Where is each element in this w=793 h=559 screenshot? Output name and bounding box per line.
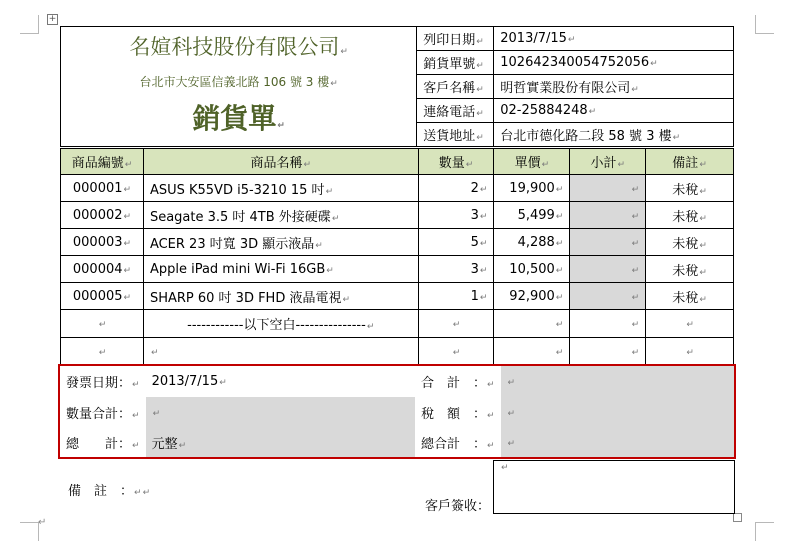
cell-text: 合 計 ： [420, 376, 486, 391]
cell-text: SHARP 60 吋 3D FHD 液晶電視 [149, 290, 342, 306]
paragraph-mark-icon: ↵ [555, 184, 564, 195]
cell-text: 4,288 [517, 234, 555, 250]
cell-text: 000005 [72, 288, 123, 304]
item-subtotal [570, 256, 646, 283]
paragraph-mark-icon: ↵ [315, 240, 323, 251]
cell-text: 送貨地址 [423, 129, 476, 144]
cell-text: Seagate 3.5 吋 4TB 外接硬碟 [149, 209, 331, 225]
page-corner-tr [755, 15, 774, 34]
column-header [570, 149, 646, 175]
paragraph-mark-icon: ↵ [631, 348, 640, 358]
paragraph-mark-icon: ↵ [476, 109, 484, 119]
item-qty [418, 175, 494, 202]
item-name [143, 283, 418, 310]
cell-text: 備 註 ： [68, 484, 134, 499]
cell-text: 未稅 [672, 236, 699, 252]
item-price [494, 202, 570, 229]
cell-text: 客戶名稱 [423, 81, 476, 96]
info-label [417, 99, 494, 123]
table-row [61, 310, 734, 338]
cell-text: ACER 23 吋寬 3D 顯示液晶 [149, 236, 315, 252]
cell-text: 3 [470, 207, 479, 223]
item-qty [418, 256, 494, 283]
table-row [61, 283, 734, 310]
page-corner-bl [20, 522, 39, 541]
paragraph-mark-icon: ↵ [123, 265, 132, 276]
table-row [61, 256, 734, 283]
paragraph-mark-icon: ↵ [699, 294, 707, 305]
item-price [494, 229, 570, 256]
cell-text: 小計 [590, 156, 617, 171]
item-code [61, 229, 144, 256]
item-qty [418, 202, 494, 229]
cell-text: 商品名稱 [250, 156, 303, 171]
paragraph-mark-icon: ↵ [303, 160, 312, 170]
paragraph-mark-icon: ↵ [124, 160, 133, 170]
cell-text: 2013/7/15 [151, 374, 219, 389]
table-row [61, 175, 734, 202]
paragraph-mark-icon: ↵ [123, 184, 132, 195]
paragraph-mark-icon: ↵ [132, 410, 140, 421]
paragraph-mark-icon: ↵ [507, 438, 516, 449]
cell-text: 02-25884248 [500, 103, 588, 118]
paragraph-mark-icon: ↵ [326, 265, 334, 276]
paragraph-mark-icon: ↵ [150, 348, 159, 358]
item-qty [418, 229, 494, 256]
company-address [67, 72, 410, 94]
cell-text: 數量 [438, 156, 465, 171]
paragraph-mark-icon: ↵ [541, 160, 550, 170]
paragraph-mark-icon: ↵ [277, 121, 285, 131]
summary-table [60, 366, 734, 457]
cell-text: 102642340054752056 [500, 55, 650, 70]
cell-text: 000003 [72, 234, 123, 250]
item-price [494, 256, 570, 283]
total-label [60, 427, 146, 457]
cell-text: 3 [470, 261, 479, 277]
remark-label [68, 480, 150, 499]
cell-text: 10,500 [509, 261, 555, 277]
signature-label [425, 495, 490, 514]
item-price [494, 175, 570, 202]
paragraph-mark-icon: ↵ [631, 184, 640, 195]
paragraph-mark-icon: ↵ [98, 348, 107, 358]
phone-value [494, 99, 734, 123]
paragraph-mark-icon: ↵ [555, 320, 564, 330]
paragraph-mark-icon: ↵ [631, 292, 640, 303]
paragraph-mark-icon: ↵ [219, 378, 227, 388]
page-corner-tl [20, 15, 39, 34]
paragraph-mark-icon: ↵ [631, 238, 640, 249]
column-header [418, 149, 494, 175]
cell-text: 名媗科技股份有限公司 [129, 35, 340, 59]
cell-text: 未稅 [672, 182, 699, 198]
paragraph-mark-icon: ↵ [507, 408, 516, 419]
company-name [67, 33, 410, 66]
cell-text: 商品編號 [71, 156, 124, 171]
signature-box[interactable] [493, 460, 735, 514]
item-name [143, 229, 418, 256]
cell-text: 列印日期 [423, 33, 476, 48]
qty-total-label [60, 397, 146, 427]
cell-text: 000001 [72, 180, 123, 196]
paragraph-mark-icon: ↵ [631, 320, 640, 330]
qty-total-value [146, 397, 415, 427]
cell-text: 未稅 [672, 290, 699, 306]
column-header [494, 149, 570, 175]
column-header [646, 149, 734, 175]
cell-text: ASUS K55VD i5-3210 15 吋 [149, 182, 325, 198]
paragraph-mark-icon: ↵ [631, 211, 640, 222]
cell-text: 元整 [151, 436, 178, 452]
info-label [417, 27, 494, 51]
item-subtotal [570, 283, 646, 310]
cell-text: 5,499 [517, 207, 555, 223]
invoice-date-value [146, 366, 415, 397]
header-table [60, 26, 734, 147]
cell-text: 19,900 [509, 180, 555, 196]
address-value [494, 123, 734, 147]
item-code [61, 202, 144, 229]
cell-text: 連絡電話 [423, 105, 476, 120]
paragraph-mark-icon: ↵ [132, 380, 140, 390]
paragraph-mark-icon: ↵ [555, 292, 564, 303]
paragraph-mark-icon: ↵ [507, 378, 516, 388]
column-header [61, 149, 144, 175]
sum-value [501, 366, 734, 397]
paragraph-mark-icon: ↵ [631, 85, 639, 95]
cell-text: 客戶簽收： [425, 499, 491, 514]
paragraph-mark-icon: ↵ [452, 320, 461, 330]
paragraph-mark-icon: ↵ [672, 133, 681, 143]
cell-text: 銷貨單號 [423, 57, 476, 72]
cell-text: Apple iPad mini Wi-Fi 16GB [149, 261, 326, 277]
info-label [417, 123, 494, 147]
paragraph-mark-icon: ↵ [479, 292, 488, 303]
item-price [494, 283, 570, 310]
table-move-handle-icon[interactable]: + [48, 14, 57, 24]
item-subtotal [570, 229, 646, 256]
cell-text: 數量合計： [66, 406, 132, 422]
paragraph-mark-icon: ↵ [178, 440, 187, 451]
paragraph-mark-icon: ↵ [479, 265, 488, 276]
item-code [61, 283, 144, 310]
paragraph-mark-icon: ↵ [152, 408, 161, 419]
paragraph-mark-icon: ↵ [699, 267, 707, 278]
item-note [646, 229, 734, 256]
paragraph-mark-icon: ↵ [331, 213, 340, 224]
paragraph-mark-icon: ↵ [555, 238, 564, 249]
cell-text: 1 [470, 288, 479, 304]
cell-text: 稅 額 ： [420, 406, 486, 422]
paragraph-mark-icon: ↵ [699, 186, 707, 197]
paragraph-mark-icon: ↵ [38, 517, 47, 528]
table-row [61, 229, 734, 256]
item-code [61, 256, 144, 283]
cell-text: 單價 [514, 156, 541, 171]
tax-label [415, 397, 501, 427]
paragraph-mark-icon: ↵ [479, 238, 488, 249]
item-code [61, 175, 144, 202]
company-block [61, 27, 417, 147]
paragraph-mark-icon: ↵ [617, 160, 626, 170]
page-corner-br [755, 522, 774, 541]
paragraph-mark-icon: ↵ [555, 211, 564, 222]
column-header [143, 149, 418, 175]
paragraph-mark-icon: ↵ [567, 35, 576, 45]
paragraph-mark-icon: ↵ [699, 213, 707, 224]
invoice-date-label [60, 366, 146, 397]
sum-label [415, 366, 501, 397]
cell-text: 未稅 [672, 209, 699, 225]
paragraph-mark-icon: ↵ [476, 85, 484, 95]
paragraph-mark-icon: ↵ [486, 380, 495, 390]
grand-total-value [501, 427, 734, 457]
item-note [646, 283, 734, 310]
item-note [646, 202, 734, 229]
tax-value [501, 397, 734, 427]
paragraph-mark-icon: ↵ [340, 47, 348, 57]
info-label [417, 75, 494, 99]
paragraph-mark-icon: ↵ [699, 240, 707, 251]
cell-text: 台北市大安區信義北路 106 號 3 樓 [139, 75, 330, 89]
cell-text: 5 [470, 234, 479, 250]
paragraph-mark-icon: ↵ [330, 79, 338, 89]
paragraph-mark-icon: ↵ [555, 265, 564, 276]
paragraph-mark-icon: ↵ [134, 488, 142, 498]
paragraph-mark-icon: ↵ [476, 133, 484, 143]
paragraph-mark-icon: ↵ [479, 184, 488, 195]
paragraph-mark-icon: ↵ [98, 320, 107, 330]
cell-text: 總 計： [66, 436, 132, 452]
table-row [61, 338, 734, 366]
paragraph-mark-icon: ↵ [452, 348, 461, 358]
item-name [143, 175, 418, 202]
table-row [61, 202, 734, 229]
paragraph-mark-icon: ↵ [650, 59, 658, 69]
cell-text: 台北市德化路二段 58 號 3 樓 [500, 129, 672, 144]
paragraph-mark-icon: ↵ [465, 160, 474, 170]
paragraph-mark-icon: ↵ [342, 294, 351, 305]
blank-note [143, 310, 418, 338]
paragraph-mark-icon: ↵ [699, 160, 707, 170]
cell-text: 000002 [72, 207, 123, 223]
paragraph-mark-icon: ↵ [366, 322, 375, 332]
cell-text: 明哲實業股份有限公司 [500, 81, 631, 96]
paragraph-mark-icon: ↵ [325, 186, 334, 197]
total-value [146, 427, 415, 457]
item-subtotal [570, 175, 646, 202]
items-header-row [61, 149, 734, 175]
document-title [67, 100, 410, 145]
cell-text: 總合計 ： [420, 436, 486, 452]
paragraph-mark-icon: ↵ [631, 265, 640, 276]
cell-text: ------------以下空白--------------- [187, 318, 366, 333]
cell-text: 備註 [672, 156, 699, 171]
paragraph-mark-icon: ↵ [132, 440, 140, 451]
paragraph-mark-icon: ↵ [123, 238, 132, 249]
paragraph-mark-icon: ↵ [142, 488, 151, 498]
grand-total-label [415, 427, 501, 457]
item-note [646, 256, 734, 283]
cell-text: 2013/7/15 [500, 31, 567, 46]
cell-text: 000004 [72, 261, 123, 277]
order-number-value [494, 51, 734, 75]
paragraph-mark-icon: ↵ [686, 348, 694, 358]
paragraph-mark-icon: ↵ [686, 320, 694, 330]
item-qty [418, 283, 494, 310]
cell-text: 發票日期： [66, 376, 132, 391]
paragraph-mark-icon: ↵ [123, 292, 132, 303]
paragraph-mark-icon: ↵ [588, 107, 597, 117]
paragraph-mark-icon: ↵ [123, 211, 132, 222]
paragraph-mark-icon: ↵ [501, 463, 509, 473]
item-name [143, 202, 418, 229]
item-name [143, 256, 418, 283]
cell-text: 未稅 [672, 263, 699, 279]
item-subtotal [570, 202, 646, 229]
print-date-value [494, 27, 734, 51]
paragraph-mark-icon: ↵ [486, 410, 495, 421]
info-label [417, 51, 494, 75]
cell-text: 銷貨單 [192, 102, 277, 135]
paragraph-mark-icon: ↵ [486, 440, 495, 451]
item-note [646, 175, 734, 202]
paragraph-mark-icon: ↵ [476, 61, 484, 71]
table-resize-handle[interactable] [733, 513, 742, 522]
items-table [60, 148, 734, 366]
paragraph-mark-icon: ↵ [476, 37, 484, 47]
customer-name-value [494, 75, 734, 99]
paragraph-mark-icon: ↵ [555, 348, 564, 358]
paragraph-mark-icon: ↵ [479, 211, 488, 222]
cell-text: 92,900 [509, 288, 555, 304]
cell-text: 2 [470, 180, 479, 196]
